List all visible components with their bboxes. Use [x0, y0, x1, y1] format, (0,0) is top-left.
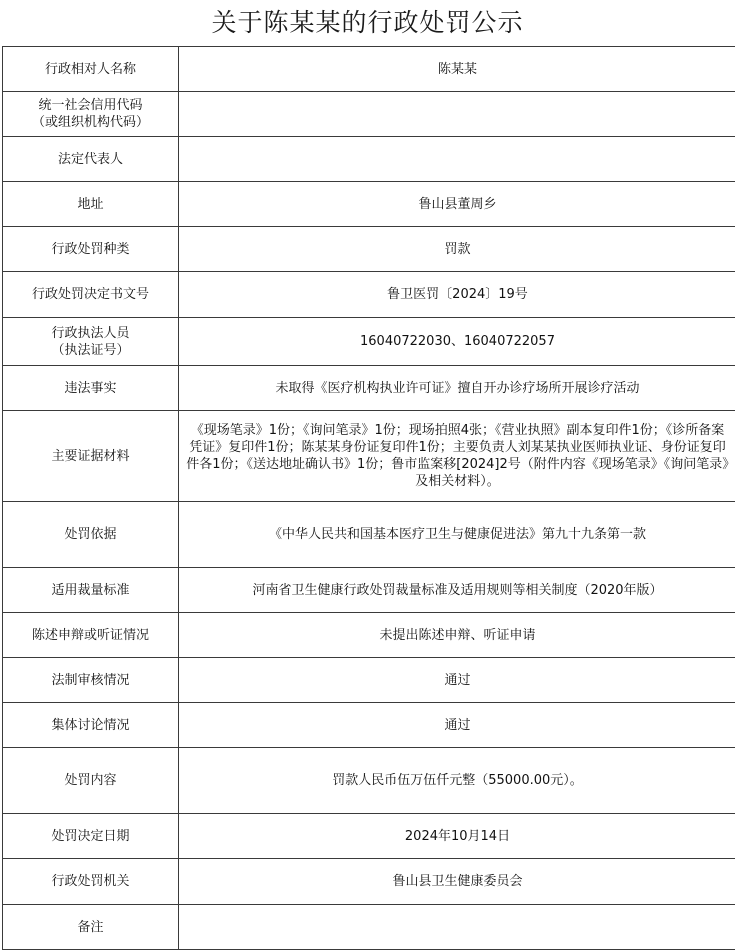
row-label-line: 统一社会信用代码 [9, 97, 172, 114]
row-label: 处罚决定日期 [3, 814, 179, 859]
row-value: 陈某某 [179, 47, 735, 92]
row-value: 16040722030、16040722057 [179, 318, 735, 366]
row-label: 行政处罚机关 [3, 859, 179, 905]
row-value: 未取得《医疗机构执业许可证》擅自开办诊疗场所开展诊疗活动 [179, 366, 735, 411]
table-row [3, 227, 735, 272]
table-row [3, 318, 735, 366]
row-label: 违法事实 [3, 366, 179, 411]
row-label-line: 行政执法人员 [9, 325, 172, 342]
row-value: 罚款人民币伍万伍仟元整（55000.00元）。 [179, 748, 735, 814]
row-label: 地址 [3, 182, 179, 227]
table-row [3, 748, 735, 814]
row-label-line: （执法证号） [9, 342, 172, 359]
row-value: 《现场笔录》1份；《询问笔录》1份；现场拍照4张；《营业执照》副本复印件1份；《诊所备案凭证》复印件1份；陈某某身份证复印件1份；主要负责人刘某某执业医师执业证、身份证复印件各1份；《送达地址确认书》1份；鲁市监案移[2024]2号（附件内容《现场笔录》《询问笔录》及相关材料）。 [179, 411, 735, 502]
row-value: 通过 [179, 703, 735, 748]
row-label: 适用裁量标准 [3, 568, 179, 613]
row-label: 行政相对人名称 [3, 47, 179, 92]
row-label: 备注 [3, 905, 179, 950]
row-label: 主要证据材料 [3, 411, 179, 502]
penalty-table [2, 46, 735, 950]
row-label: 行政处罚种类 [3, 227, 179, 272]
table-row [3, 502, 735, 568]
row-label: 法制审核情况 [3, 658, 179, 703]
row-value: 河南省卫生健康行政处罚裁量标准及适用规则等相关制度（2020年版） [179, 568, 735, 613]
row-value [179, 92, 735, 137]
row-value: 通过 [179, 658, 735, 703]
row-label: 陈述申辩或听证情况 [3, 613, 179, 658]
table-row [3, 814, 735, 859]
row-value: 未提出陈述申辩、听证申请 [179, 613, 735, 658]
table-row [3, 613, 735, 658]
row-label [3, 318, 179, 366]
table-row [3, 411, 735, 502]
row-label: 处罚依据 [3, 502, 179, 568]
row-label: 处罚内容 [3, 748, 179, 814]
row-value: 鲁山县董周乡 [179, 182, 735, 227]
table-row [3, 47, 735, 92]
row-value [179, 137, 735, 182]
row-label: 法定代表人 [3, 137, 179, 182]
table-row [3, 272, 735, 318]
row-label: 集体讨论情况 [3, 703, 179, 748]
table-row [3, 703, 735, 748]
table-row [3, 182, 735, 227]
row-value: 鲁山县卫生健康委员会 [179, 859, 735, 905]
row-value: 2024年10月14日 [179, 814, 735, 859]
table-row [3, 568, 735, 613]
table-row [3, 366, 735, 411]
row-value [179, 905, 735, 950]
table-row [3, 92, 735, 137]
row-value: 《中华人民共和国基本医疗卫生与健康促进法》第九十九条第一款 [179, 502, 735, 568]
row-value: 罚款 [179, 227, 735, 272]
table-row [3, 905, 735, 950]
row-label-line: （或组织机构代码） [9, 114, 172, 131]
row-value: 鲁卫医罚〔2024〕19号 [179, 272, 735, 318]
page-title: 关于陈某某的行政处罚公示 [0, 0, 735, 46]
row-label: 行政处罚决定书文号 [3, 272, 179, 318]
table-row [3, 658, 735, 703]
row-label [3, 92, 179, 137]
table-row [3, 859, 735, 905]
table-row [3, 137, 735, 182]
